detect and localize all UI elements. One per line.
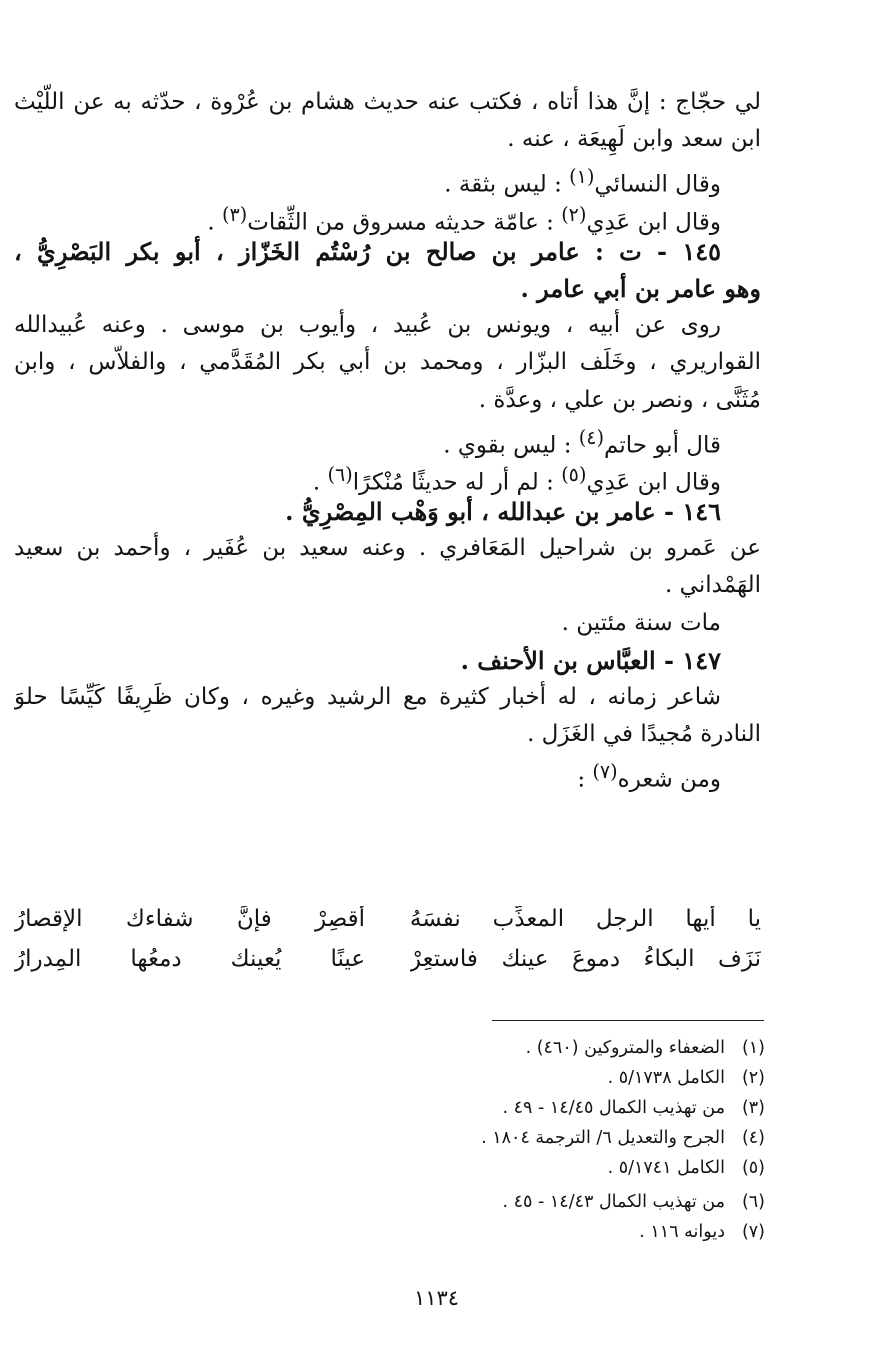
footnote	[481, 1128, 765, 1148]
footnote	[608, 1158, 765, 1178]
footnote	[639, 1222, 765, 1242]
text-line	[14, 84, 761, 121]
text-line-content: القواريري ، وخَلَف البزّار ، ومحمد بن أبي بكر المُقَدَّمي ، والفلاّس ، وابن	[14, 349, 761, 376]
text-segment: : ليس بقوي .	[443, 432, 579, 459]
footnote-divider	[492, 1020, 764, 1021]
text-line	[14, 530, 761, 567]
footnote-number: (٥)	[741, 1158, 765, 1178]
text-line	[14, 456, 761, 496]
entry-heading-text: وهو عامر بن أبي عامر .	[520, 273, 761, 303]
text-segment: : عامّة حديثه مسروق من الثِّقات	[247, 209, 562, 236]
text-segment: : لم أر له حديثًا مُنْكرًا	[352, 469, 562, 496]
entry-heading-text: ١٤٥ - ت : عامر بن صالح بن رُسْتُم الخَزّاز ، أبو بكر البَصْرِيُّ ،	[14, 236, 721, 266]
verse-line	[14, 946, 761, 984]
entry-heading-text: ١٤٧ - العبَّاس بن الأحنف .	[460, 645, 721, 675]
text-line-content: روى عن أبيه ، ويونس بن عُبيد ، وأيوب بن موسى . وعنه عُبيدالله	[14, 312, 721, 339]
entry-heading	[14, 270, 761, 307]
footnote	[503, 1192, 766, 1212]
footnote-ref[interactable]: (٤)	[578, 425, 605, 449]
verse-line	[14, 906, 761, 944]
text-line	[14, 344, 761, 381]
footnote	[526, 1038, 765, 1058]
footnote-text: الكامل ٥/١٧٣٨ .	[607, 1068, 725, 1088]
text-line	[14, 382, 761, 419]
footnote-ref[interactable]: (٧)	[592, 760, 618, 784]
footnote-ref[interactable]: (٢)	[561, 202, 587, 226]
text-segment: وقال ابن عَدِي	[586, 209, 721, 236]
footnote-text: الجرح والتعديل ٦/ الترجمة ١٨٠٤ .	[481, 1128, 725, 1148]
text-line	[14, 307, 761, 344]
footnote-text: الكامل ٥/١٧٤١ .	[607, 1158, 725, 1178]
text-line-content: عن عَمرو بن شراحيل المَعَافري . وعنه سعيد بن عُفَير ، وأحمد بن سعيد	[14, 535, 761, 562]
text-line-content: مات سنة مئتين .	[561, 609, 721, 636]
text-line	[14, 679, 761, 716]
text-segment: : ليس بثقة .	[444, 172, 570, 199]
footnote	[503, 1098, 766, 1118]
page-number: ١١٣٤	[413, 1286, 460, 1310]
text-segment: قال أبو حاتم	[604, 432, 721, 459]
text-segment: :	[577, 767, 593, 794]
text-line	[14, 753, 761, 794]
text-line-content: النادرة مُجيدًا في الغَزَل .	[527, 721, 761, 748]
text-line	[14, 196, 761, 236]
text-line	[14, 419, 761, 459]
text-line-content: ابن سعد وابن لَهِيعَة ، عنه .	[507, 126, 761, 153]
main-text	[14, 84, 761, 794]
footnote-number: (٢)	[741, 1068, 765, 1088]
footnote-ref[interactable]: (٥)	[561, 462, 587, 486]
footnote-number: (٣)	[741, 1098, 765, 1118]
verse-second-hemistich: أقصِرْ فإنَّ شفاءك الإقصارُ	[14, 906, 366, 932]
entry-heading	[14, 233, 761, 270]
footnote-number: (٦)	[741, 1192, 765, 1212]
footnote	[608, 1068, 765, 1088]
entry-heading	[14, 642, 761, 679]
entry-heading	[14, 493, 761, 530]
text-segment: .	[207, 209, 223, 236]
text-segment: .	[312, 469, 328, 496]
text-segment: وقال النسائي	[594, 172, 721, 199]
text-line	[14, 158, 761, 199]
verse-first-hemistich: يا أيها الرجل المعذِّب نفسَهُ	[409, 906, 761, 932]
footnote-number: (٤)	[741, 1128, 765, 1148]
entry-heading-text: ١٤٦ - عامر بن عبدالله ، أبو وَهْب المِصْرِيُّ .	[285, 497, 721, 527]
footnote-ref[interactable]: (٣)	[222, 202, 248, 226]
verse-second-hemistich: عينًا يُعينك دمعُها المِدرارُ	[14, 946, 366, 972]
text-segment: ومن شعره	[617, 767, 721, 794]
text-segment: وقال ابن عَدِي	[586, 469, 721, 496]
text-line-content: مُثَنَّى ، ونصر بن علي ، وعدَّة .	[478, 386, 761, 413]
text-line	[14, 716, 761, 753]
verse-first-hemistich: نَزَف البكاءُ دموعَ عينك فاستعِرْ	[409, 946, 761, 972]
text-line	[14, 567, 761, 604]
footnote-number: (٧)	[741, 1222, 765, 1242]
text-line	[14, 121, 761, 158]
footnote-ref[interactable]: (٦)	[327, 462, 353, 486]
footnote-text: من تهذيب الكمال ١٤/٤٥ - ٤٩ .	[502, 1098, 725, 1118]
text-line-content: شاعر زمانه ، له أخبار كثيرة مع الرشيد وغيره ، وكان ظَرِيفًا كَيِّسًا حلوَ	[14, 684, 721, 710]
text-line	[14, 605, 761, 642]
footnote-text: من تهذيب الكمال ١٤/٤٣ - ٤٥ .	[502, 1192, 725, 1212]
footnote-text: الضعفاء والمتروكين (٤٦٠) .	[525, 1038, 725, 1058]
text-line-content: لي حجّاج : إنَّ هذا أتاه ، فكتب عنه حديث هشام بن عُرْوة ، حدّثه به عن اللَّيْث	[14, 89, 761, 115]
footnote-number: (١)	[741, 1038, 765, 1058]
footnote-ref[interactable]: (١)	[569, 165, 595, 189]
text-line-content: الهَمْداني .	[665, 572, 761, 599]
footnote-text: ديوانه ١١٦ .	[639, 1222, 725, 1242]
